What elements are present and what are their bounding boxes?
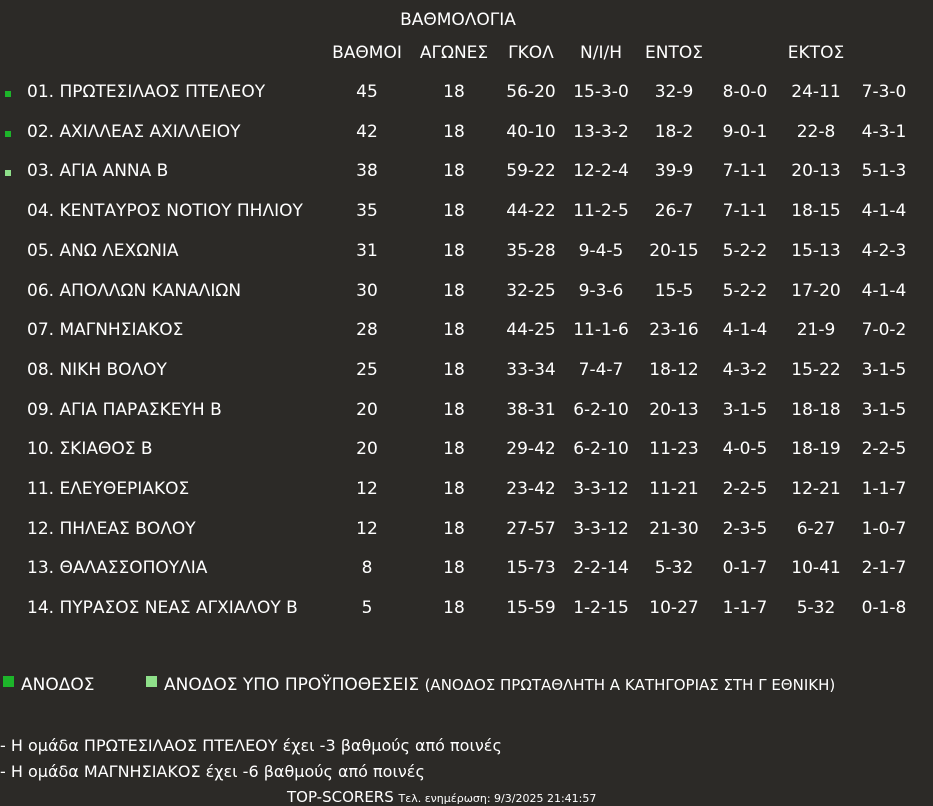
cell-goals: 29-42 bbox=[506, 439, 556, 460]
cell-away-record: 1-1-7 bbox=[861, 479, 907, 499]
cell-home-goals: 32-9 bbox=[654, 82, 694, 102]
cell-away-record: 2-1-7 bbox=[861, 558, 907, 579]
cell-goals: 44-22 bbox=[506, 201, 556, 222]
cell-away-goals: 24-11 bbox=[791, 82, 841, 102]
cell-games: 18 bbox=[443, 161, 465, 182]
team-name[interactable]: 08. ΝΙΚΗ ΒΟΛΟΥ bbox=[27, 359, 167, 380]
cell-games: 18 bbox=[443, 558, 465, 579]
cell-home-goals: 23-16 bbox=[649, 320, 699, 341]
cell-away-record: 1-0-7 bbox=[861, 518, 907, 539]
table-row bbox=[0, 558, 933, 598]
cell-home-goals: 26-7 bbox=[654, 201, 694, 222]
cell-away-record: 4-2-3 bbox=[861, 240, 907, 261]
cell-games: 18 bbox=[443, 518, 465, 539]
cell-away-goals: 17-20 bbox=[791, 280, 841, 301]
column-header-home: ΕΝΤΟΣ bbox=[645, 43, 703, 63]
last-updated: Τελ. ενημέρωση: 9/3/2025 21:41:57 bbox=[398, 792, 597, 805]
column-header-points: ΒΑΘΜΟΙ bbox=[332, 43, 402, 63]
cell-home-goals: 39-9 bbox=[654, 161, 694, 182]
cell-record: 9-4-5 bbox=[578, 240, 624, 261]
table-row bbox=[0, 122, 933, 162]
column-header-games: ΑΓΩΝΕΣ bbox=[419, 43, 489, 63]
conditional-legend-text: ΑΝΟΔΟΣ ΥΠΟ ΠΡΟΫΠΟΘΕΣΕΙΣ bbox=[164, 675, 420, 695]
cell-away-goals: 5-32 bbox=[796, 598, 836, 619]
cell-record: 6-2-10 bbox=[573, 399, 629, 420]
team-name[interactable]: 01. ΠΡΩΤΕΣΙΛΑΟΣ ΠΤΕΛΕΟΥ bbox=[27, 82, 266, 102]
table-row bbox=[0, 82, 933, 122]
cell-away-goals: 21-9 bbox=[796, 320, 836, 341]
cell-points: 20 bbox=[356, 439, 378, 460]
cell-points: 30 bbox=[356, 280, 378, 301]
promotion-legend-swatch bbox=[3, 676, 14, 687]
cell-home-goals: 5-32 bbox=[654, 558, 694, 579]
cell-home-goals: 18-2 bbox=[654, 121, 694, 142]
cell-goals: 35-28 bbox=[506, 240, 556, 261]
team-name[interactable]: 12. ΠΗΛΕΑΣ ΒΟΛΟΥ bbox=[27, 518, 196, 539]
cell-points: 5 bbox=[361, 598, 373, 619]
cell-goals: 59-22 bbox=[506, 161, 556, 182]
cell-away-goals: 22-8 bbox=[796, 121, 836, 142]
cell-home-record: 8-0-0 bbox=[722, 82, 768, 102]
table-row bbox=[0, 598, 933, 638]
table-row bbox=[0, 161, 933, 201]
team-name[interactable]: 07. ΜΑΓΝΗΣΙΑΚΟΣ bbox=[27, 320, 184, 341]
team-name[interactable]: 14. ΠΥΡΑΣΟΣ ΝΕΑΣ ΑΓΧΙΑΛΟΥ Β bbox=[27, 598, 298, 619]
cell-points: 42 bbox=[356, 121, 378, 142]
cell-home-goals: 15-5 bbox=[654, 280, 694, 301]
cell-home-goals: 20-15 bbox=[649, 240, 699, 261]
cell-points: 45 bbox=[356, 82, 378, 102]
cell-goals: 15-73 bbox=[506, 558, 556, 579]
cell-goals: 15-59 bbox=[506, 598, 556, 619]
top-scorers-link[interactable]: TOP-SCORERS bbox=[287, 788, 394, 806]
cell-home-goals: 21-30 bbox=[649, 518, 699, 539]
team-name[interactable]: 06. ΑΠΟΛΛΩΝ ΚΑΝΑΛΙΩΝ bbox=[27, 280, 242, 301]
cell-home-goals: 11-21 bbox=[649, 479, 699, 499]
cell-home-record: 1-1-7 bbox=[722, 598, 768, 619]
cell-record: 3-3-12 bbox=[573, 479, 629, 499]
conditional-legend-label bbox=[164, 675, 835, 695]
cell-games: 18 bbox=[443, 240, 465, 261]
cell-home-record: 3-1-5 bbox=[722, 399, 768, 420]
cell-away-goals: 6-27 bbox=[796, 518, 836, 539]
cell-games: 18 bbox=[443, 439, 465, 460]
team-name[interactable]: 13. ΘΑΛΑΣΣΟΠΟΥΛΙΑ bbox=[27, 558, 208, 579]
cell-points: 12 bbox=[356, 518, 378, 539]
cell-home-goals: 10-27 bbox=[649, 598, 699, 619]
cell-record: 6-2-10 bbox=[573, 439, 629, 460]
team-name[interactable]: 03. ΑΓΙΑ ΑΝΝΑ Β bbox=[27, 161, 169, 182]
table-title: ΒΑΘΜΟΛΟΓΙΑ bbox=[400, 10, 516, 30]
team-name[interactable]: 10. ΣΚΙΑΘΟΣ Β bbox=[27, 439, 153, 460]
qualification-marker bbox=[5, 131, 11, 137]
conditional-legend-swatch bbox=[146, 676, 157, 687]
cell-away-goals: 18-19 bbox=[791, 439, 841, 460]
cell-away-record: 0-1-8 bbox=[861, 598, 907, 619]
cell-home-record: 5-2-2 bbox=[722, 240, 768, 261]
cell-record: 3-3-12 bbox=[573, 518, 629, 539]
table-row bbox=[0, 400, 933, 440]
cell-goals: 23-42 bbox=[506, 479, 556, 499]
cell-record: 12-2-4 bbox=[573, 161, 629, 182]
table-row bbox=[0, 439, 933, 479]
cell-away-record: 7-3-0 bbox=[861, 82, 907, 102]
cell-away-record: 3-1-5 bbox=[861, 359, 907, 380]
cell-home-record: 0-1-7 bbox=[722, 558, 768, 579]
cell-games: 18 bbox=[443, 598, 465, 619]
cell-games: 18 bbox=[443, 280, 465, 301]
cell-goals: 40-10 bbox=[506, 121, 556, 142]
cell-record: 1-2-15 bbox=[573, 598, 629, 619]
cell-away-goals: 15-22 bbox=[791, 359, 841, 380]
cell-goals: 56-20 bbox=[506, 82, 556, 102]
cell-record: 9-3-6 bbox=[578, 280, 624, 301]
cell-home-record: 7-1-1 bbox=[722, 161, 768, 182]
cell-home-record: 4-0-5 bbox=[722, 439, 768, 460]
cell-home-record: 7-1-1 bbox=[722, 201, 768, 222]
cell-record: 11-1-6 bbox=[573, 320, 629, 341]
cell-goals: 27-57 bbox=[506, 518, 556, 539]
cell-away-goals: 18-18 bbox=[791, 399, 841, 420]
cell-games: 18 bbox=[443, 359, 465, 380]
qualification-marker bbox=[5, 91, 11, 97]
cell-record: 2-2-14 bbox=[573, 558, 629, 579]
team-name[interactable]: 02. ΑΧΙΛΛΕΑΣ ΑΧΙΛΛΕΙΟΥ bbox=[27, 121, 241, 142]
cell-record: 13-3-2 bbox=[573, 121, 629, 142]
table-row bbox=[0, 479, 933, 519]
team-name[interactable]: 11. ΕΛΕΥΘΕΡΙΑΚΟΣ bbox=[27, 479, 190, 499]
cell-record: 15-3-0 bbox=[573, 82, 629, 102]
team-name[interactable]: 09. ΑΓΙΑ ΠΑΡΑΣΚΕΥΗ Β bbox=[27, 399, 222, 420]
cell-games: 18 bbox=[443, 121, 465, 142]
cell-goals: 32-25 bbox=[506, 280, 556, 301]
cell-away-goals: 12-21 bbox=[791, 479, 841, 499]
promotion-legend-label: ΑΝΟΔΟΣ bbox=[21, 675, 95, 695]
cell-points: 12 bbox=[356, 479, 378, 499]
conditional-legend-detail: (ΑΝΟΔΟΣ ΠΡΩΤΑΘΛΗΤΗ Α ΚΑΤΗΓΟΡΙΑΣ ΣΤΗ Γ ΕΘΝΙΚΗ) bbox=[424, 676, 836, 694]
cell-games: 18 bbox=[443, 82, 465, 102]
cell-away-record: 2-2-5 bbox=[861, 439, 907, 460]
cell-away-record: 3-1-5 bbox=[861, 399, 907, 420]
cell-goals: 38-31 bbox=[506, 399, 556, 420]
table-row bbox=[0, 281, 933, 321]
penalty-note-1: - Η ομάδα ΠΡΩΤΕΣΙΛΑΟΣ ΠΤΕΛΕΟΥ έχει -3 βαθμούς από ποινές bbox=[0, 736, 502, 755]
cell-points: 28 bbox=[356, 320, 378, 341]
cell-away-goals: 10-41 bbox=[791, 558, 841, 579]
column-header-record: Ν/Ι/Η bbox=[580, 43, 622, 63]
cell-games: 18 bbox=[443, 201, 465, 222]
team-name[interactable]: 05. ΑΝΩ ΛΕΧΩΝΙΑ bbox=[27, 240, 179, 261]
team-name[interactable]: 04. ΚΕΝΤΑΥΡΟΣ ΝΟΤΙΟΥ ΠΗΛΙΟΥ bbox=[27, 201, 303, 222]
cell-points: 31 bbox=[356, 240, 378, 261]
cell-away-goals: 20-13 bbox=[791, 161, 841, 182]
table-row bbox=[0, 360, 933, 400]
cell-home-record: 4-1-4 bbox=[722, 320, 768, 341]
cell-home-record: 4-3-2 bbox=[722, 359, 768, 380]
cell-away-record: 4-1-4 bbox=[861, 280, 907, 301]
column-header-away: ΕΚΤΟΣ bbox=[787, 43, 845, 63]
cell-points: 35 bbox=[356, 201, 378, 222]
cell-games: 18 bbox=[443, 479, 465, 499]
cell-points: 38 bbox=[356, 161, 378, 182]
table-row bbox=[0, 519, 933, 559]
cell-away-record: 5-1-3 bbox=[861, 161, 907, 182]
cell-home-goals: 11-23 bbox=[649, 439, 699, 460]
cell-goals: 33-34 bbox=[506, 359, 556, 380]
cell-record: 11-2-5 bbox=[573, 201, 629, 222]
cell-away-record: 4-3-1 bbox=[861, 121, 907, 142]
table-row bbox=[0, 320, 933, 360]
cell-goals: 44-25 bbox=[506, 320, 556, 341]
cell-games: 18 bbox=[443, 399, 465, 420]
cell-away-goals: 18-15 bbox=[791, 201, 841, 222]
table-row bbox=[0, 201, 933, 241]
cell-points: 20 bbox=[356, 399, 378, 420]
cell-games: 18 bbox=[443, 320, 465, 341]
footer-line bbox=[287, 788, 596, 806]
cell-home-record: 2-3-5 bbox=[722, 518, 768, 539]
column-header-goals: ΓΚΟΛ bbox=[508, 43, 554, 63]
cell-points: 25 bbox=[356, 359, 378, 380]
cell-home-record: 5-2-2 bbox=[722, 280, 768, 301]
qualification-marker bbox=[5, 170, 11, 176]
cell-home-goals: 18-12 bbox=[649, 359, 699, 380]
cell-away-record: 4-1-4 bbox=[861, 201, 907, 222]
cell-points: 8 bbox=[361, 558, 373, 579]
cell-home-record: 2-2-5 bbox=[722, 479, 768, 499]
penalty-note-2: - Η ομάδα ΜΑΓΝΗΣΙΑΚΟΣ έχει -6 βαθμούς από ποινές bbox=[0, 762, 425, 781]
cell-away-goals: 15-13 bbox=[791, 240, 841, 261]
cell-record: 7-4-7 bbox=[578, 359, 624, 380]
cell-home-record: 9-0-1 bbox=[722, 121, 768, 142]
cell-home-goals: 20-13 bbox=[649, 399, 699, 420]
table-row bbox=[0, 241, 933, 281]
cell-away-record: 7-0-2 bbox=[861, 320, 907, 341]
